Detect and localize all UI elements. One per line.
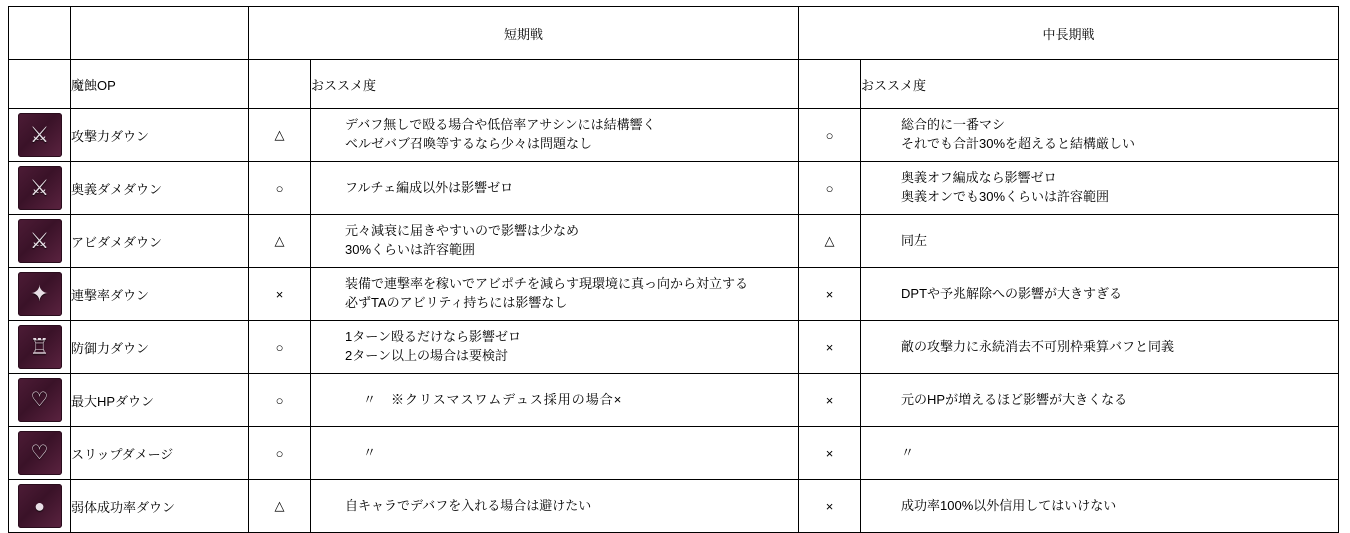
row-short-text — [311, 109, 799, 162]
broken-heart-icon-glyph: ♡ — [30, 389, 49, 411]
row-long-text-line: 同左 — [901, 232, 928, 248]
row-icon-cell — [9, 162, 71, 215]
row-short-rate: △ — [249, 109, 311, 162]
row-long-text-line: 元のHPが増えるほど影響が大きくなる — [901, 391, 1128, 407]
header-col-name: 魔蝕OP — [71, 60, 249, 109]
row-long-text — [861, 427, 1339, 480]
row-short-text-line: 〃 ※クリスマスワムデュス採用の場合× — [363, 391, 623, 407]
table-row — [9, 268, 1339, 321]
row-short-text-line: 自キャラでデバフを入れる場合は避けたい — [345, 497, 592, 513]
row-short-text — [311, 321, 799, 374]
row-name: 防御力ダウン — [71, 321, 249, 374]
row-icon-cell — [9, 321, 71, 374]
row-short-rate: △ — [249, 215, 311, 268]
table-header-row-labels — [9, 60, 1339, 109]
row-short-text — [311, 374, 799, 427]
row-name: 攻撃力ダウン — [71, 109, 249, 162]
orb-icon — [18, 484, 62, 528]
table-row — [9, 321, 1339, 374]
table-row — [9, 480, 1339, 533]
row-short-text — [311, 215, 799, 268]
header-blank-icon — [9, 7, 71, 60]
header-blank-icon-2 — [9, 60, 71, 109]
row-icon-cell — [9, 374, 71, 427]
row-long-text-line: DPTや予兆解除への影響が大きすぎる — [901, 285, 1123, 301]
row-short-rate: ○ — [249, 162, 311, 215]
row-short-text — [311, 427, 799, 480]
row-short-text — [311, 268, 799, 321]
row-long-text — [861, 268, 1339, 321]
row-long-text-line: 敵の攻撃力に永続消去不可別枠乗算バフと同義 — [901, 338, 1175, 354]
row-long-text — [861, 374, 1339, 427]
table-row — [9, 215, 1339, 268]
row-short-text-line: 2ターン以上の場合は要検討 — [345, 348, 508, 363]
dagger-icon — [18, 219, 62, 263]
row-name: 弱体成功率ダウン — [71, 480, 249, 533]
row-short-text-line: 元々減衰に届きやすいので影響は少なめ — [345, 223, 580, 239]
header-rec-short: おススメ度 — [311, 60, 799, 109]
row-long-rate: ○ — [799, 109, 861, 162]
table-row — [9, 374, 1339, 427]
table-row — [9, 427, 1339, 480]
row-name: 奥義ダメダウン — [71, 162, 249, 215]
row-short-text-line: フルチェ編成以外は影響ゼロ — [345, 179, 514, 195]
table-row — [9, 162, 1339, 215]
header-blank-rate-short — [249, 60, 311, 109]
table-row — [9, 109, 1339, 162]
row-long-text — [861, 480, 1339, 533]
row-long-rate: × — [799, 427, 861, 480]
row-long-text-line: 奥義オンでも30%くらいは許容範囲 — [901, 189, 1110, 204]
row-short-text-line: 必ずTAのアビリティ持ちには影響なし — [345, 295, 568, 310]
row-long-rate: × — [799, 374, 861, 427]
row-long-text-line: それでも合計30%を超えると結構厳しい — [901, 136, 1136, 151]
broken-heart-icon — [18, 431, 62, 475]
broken-heart-icon-glyph: ♡ — [30, 442, 49, 464]
row-long-text-line: 〃 — [901, 444, 916, 460]
header-group-long: 中長期戦 — [799, 7, 1339, 60]
row-long-rate: × — [799, 268, 861, 321]
row-short-rate: ○ — [249, 374, 311, 427]
header-group-short: 短期戦 — [249, 7, 799, 60]
row-name: アビダメダウン — [71, 215, 249, 268]
row-icon-cell — [9, 215, 71, 268]
row-short-rate: ○ — [249, 321, 311, 374]
row-short-text — [311, 480, 799, 533]
row-name: スリップダメージ — [71, 427, 249, 480]
row-icon-cell — [9, 480, 71, 533]
table-body — [9, 7, 1339, 533]
table-header-row-groups — [9, 7, 1339, 60]
row-short-text-line: ベルゼバブ召喚等するなら少々は問題なし — [345, 136, 593, 151]
shield-icon — [18, 325, 62, 369]
row-name: 連撃率ダウン — [71, 268, 249, 321]
crossed-swords-icon — [18, 166, 62, 210]
row-short-text-line: 〃 — [363, 444, 378, 460]
row-short-text-line: 1ターン殴るだけなら影響ゼロ — [345, 329, 521, 345]
star-blade-icon — [18, 272, 62, 316]
row-long-text — [861, 321, 1339, 374]
row-icon-cell — [9, 268, 71, 321]
row-short-text-line: 30%くらいは許容範囲 — [345, 242, 476, 257]
sword-icon — [18, 113, 62, 157]
row-long-rate: × — [799, 321, 861, 374]
row-long-text-line: 総合的に一番マシ — [901, 117, 1006, 133]
star-blade-icon-glyph: ✦ — [30, 281, 49, 306]
row-long-rate: × — [799, 480, 861, 533]
row-short-rate: △ — [249, 480, 311, 533]
comparison-table — [8, 6, 1339, 533]
row-long-text-line: 奥義オフ編成なら影響ゼロ — [901, 170, 1057, 186]
row-long-text — [861, 109, 1339, 162]
broken-heart-icon — [18, 378, 62, 422]
dagger-icon-glyph: ⚔ — [29, 228, 50, 253]
row-icon-cell — [9, 427, 71, 480]
row-short-text-line: デバフ無しで殴る場合や低倍率アサシンには結構響く — [345, 117, 656, 133]
row-long-text-line: 成功率100%以外信用してはいけない — [901, 497, 1117, 513]
sword-icon-glyph: ⚔ — [29, 122, 50, 147]
orb-icon-glyph: ● — [34, 496, 45, 516]
row-name: 最大HPダウン — [71, 374, 249, 427]
row-long-rate: △ — [799, 215, 861, 268]
header-rec-long: おススメ度 — [861, 60, 1339, 109]
row-long-text — [861, 215, 1339, 268]
row-short-text-line: 装備で連撃率を稼いでアビポチを減らす現環境に真っ向から対立する — [345, 276, 749, 292]
row-icon-cell — [9, 109, 71, 162]
crossed-swords-icon-glyph: ⚔ — [29, 175, 50, 200]
row-long-rate: ○ — [799, 162, 861, 215]
row-long-text — [861, 162, 1339, 215]
row-short-text — [311, 162, 799, 215]
shield-icon-glyph: ♖ — [29, 334, 50, 359]
header-blank-rate-long — [799, 60, 861, 109]
row-short-rate: ○ — [249, 427, 311, 480]
header-blank-name — [71, 7, 249, 60]
row-short-rate: × — [249, 268, 311, 321]
